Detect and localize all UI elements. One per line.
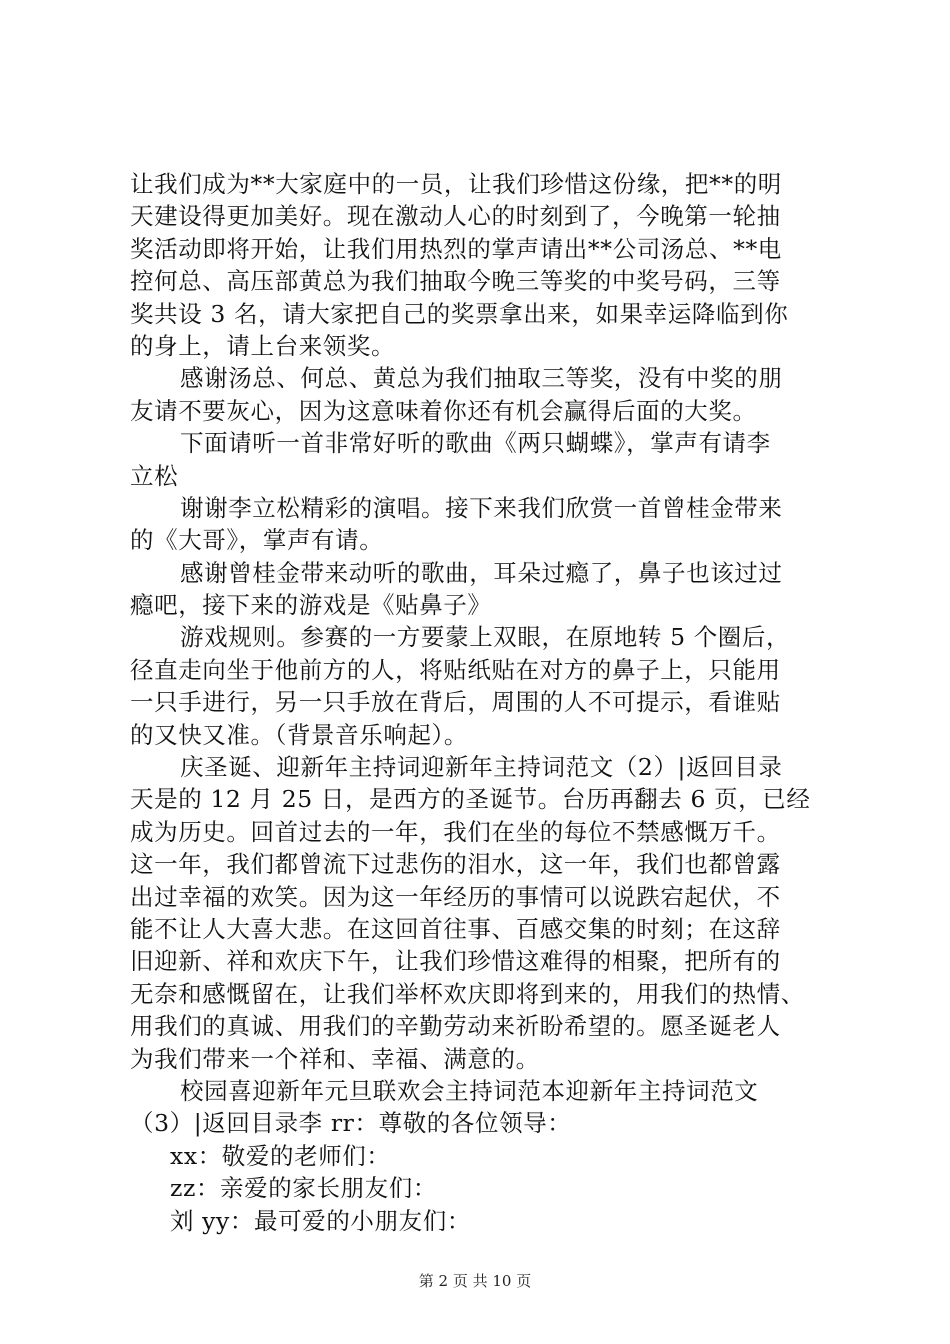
text-line: 天是的 12 月 25 日，是西方的圣诞节。台历再翻去 6 页，已经: [130, 785, 811, 814]
text-line: 这一年，我们都曾流下过悲伤的泪水，这一年，我们也都曾露: [130, 850, 781, 879]
text-line: 能不让人大喜大悲。在这回首往事、百感交集的时刻；在这辞: [130, 914, 781, 943]
section-heading-line: 庆圣诞、迎新年主持词迎新年主持词范文（2）|返回目录: [180, 753, 783, 782]
paragraph-first-line: 下面请听一首非常好听的歌曲《两只蝴蝶》，掌声有请李: [180, 429, 771, 458]
text-line: 控何总、高压部黄总为我们抽取今晚三等奖的中奖号码，三等: [130, 267, 781, 296]
text-line: 旧迎新、祥和欢庆下午，让我们珍惜这难得的相聚，把所有的: [130, 947, 781, 976]
text-line: 一只手进行，另一只手放在背后，周围的人不可提示，看谁贴: [130, 688, 781, 717]
document-body: [130, 168, 835, 1237]
text-line: 出过幸福的欢笑。因为这一年经历的事情可以说跌宕起伏，不: [130, 882, 781, 911]
text-line: 让我们成为**大家庭中的一员，让我们珍惜这份缘，把**的明: [130, 170, 782, 198]
paragraph-first-line: 游戏规则。参赛的一方要蒙上双眼，在原地转 5 个圈后，: [180, 623, 791, 652]
text-line: 用我们的真诚、用我们的辛勤劳动来祈盼希望的。愿圣诞老人: [130, 1012, 781, 1041]
text-line: 无奈和感慨留在，让我们举杯欢庆即将到来的，用我们的热情、: [130, 979, 805, 1008]
text-line: 径直走向坐于他前方的人，将贴纸贴在对方的鼻子上，只能用: [130, 655, 781, 684]
text-line: 友请不要灰心，因为这意味着你还有机会赢得后面的大奖。: [130, 396, 757, 425]
text-line: 为我们带来一个祥和、幸福、满意的。: [130, 1044, 540, 1073]
text-line: （3）|返回目录李 rr：尊敬的各位领导：: [130, 1109, 572, 1138]
text-line: 的《大哥》，掌声有请。: [130, 526, 384, 555]
text-line: 成为历史。回首过去的一年，我们在坐的每位不禁感慨万千。: [130, 817, 781, 846]
paragraph-first-line: 感谢曾桂金带来动听的歌曲，耳朵过瘾了，鼻子也该过过: [180, 558, 783, 587]
text-line: 天建设得更加美好。现在激动人心的时刻到了，今晚第一轮抽: [130, 202, 781, 231]
greeting-line: 刘 yy：最可爱的小朋友们：: [170, 1206, 471, 1235]
greeting-line: zz：亲爱的家长朋友们：: [170, 1174, 437, 1203]
section-heading-line: 校园喜迎新年元旦联欢会主持词范本迎新年主持词范文: [180, 1076, 759, 1105]
text-line: 奖共设 3 名，请大家把自己的奖票拿出来，如果幸运降临到你: [130, 299, 789, 328]
greeting-line: xx：敬爱的老师们：: [170, 1141, 391, 1170]
page-number-footer: 第 2 页 共 10 页: [418, 1272, 532, 1290]
paragraph-first-line: 感谢汤总、何总、黄总为我们抽取三等奖，没有中奖的朋: [180, 364, 783, 393]
text-line: 的又快又准。（背景音乐响起）。: [130, 720, 468, 749]
text-line: 的身上，请上台来领奖。: [130, 331, 396, 360]
paragraph-first-line: 谢谢李立松精彩的演唱。接下来我们欣赏一首曾桂金带来: [180, 493, 783, 522]
text-line: 奖活动即将开始，让我们用热烈的掌声请出**公司汤总、**电: [130, 234, 782, 263]
text-line: 立松: [130, 461, 179, 490]
text-line: 瘾吧，接下来的游戏是《贴鼻子》: [130, 591, 492, 620]
